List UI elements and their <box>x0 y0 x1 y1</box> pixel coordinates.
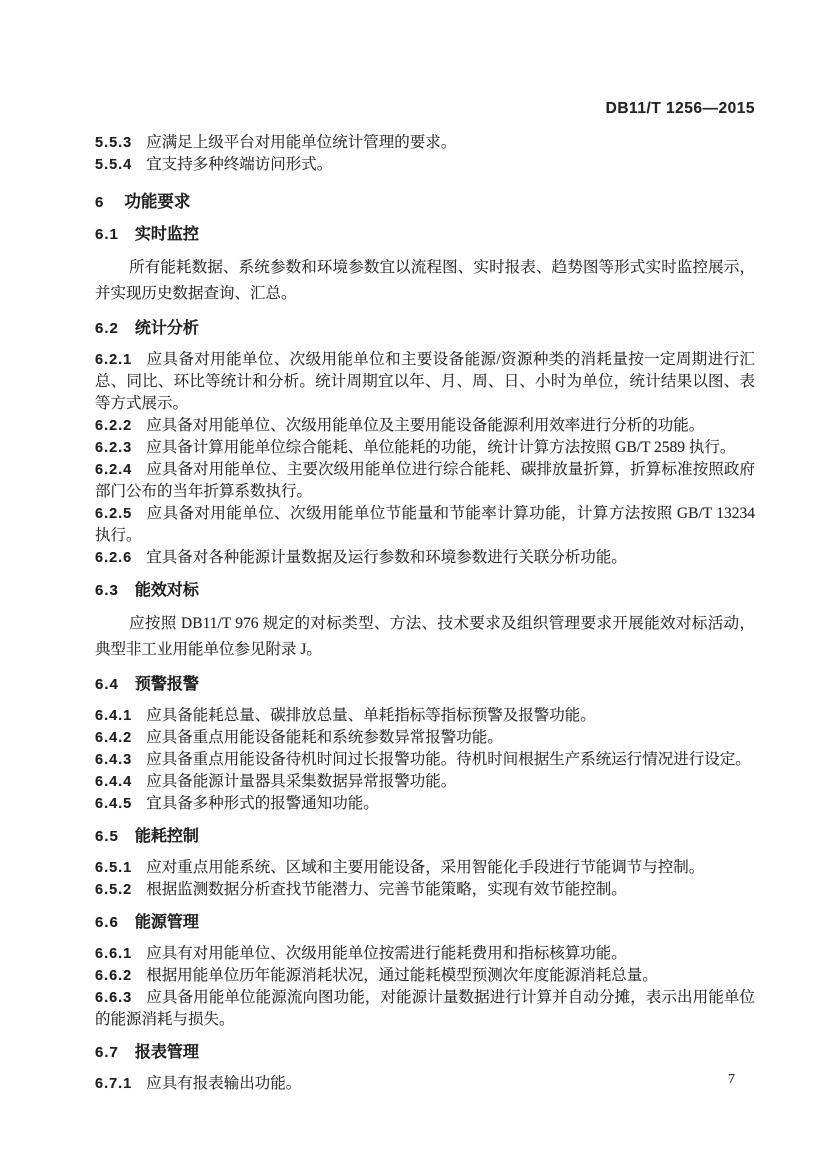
clause-6.6.2 <box>95 965 755 987</box>
document-code-header: DB11/T 1256—2015 <box>605 100 755 117</box>
section-title: 能效对标 <box>134 582 199 599</box>
clause-number: 5.5.4 <box>95 157 133 173</box>
clause-number: 6.6.1 <box>95 946 133 962</box>
clause-text: 应满足上级平台对用能单位统计管理的要求。 <box>146 134 457 151</box>
clause-number: 6.4.5 <box>95 796 133 812</box>
clause-number: 6.4 <box>95 676 119 693</box>
clause-6.4.2 <box>95 727 755 749</box>
clause-6.2.1 <box>95 349 755 415</box>
section-heading-6.7 <box>95 1043 755 1063</box>
body-paragraph: 应按照 DB11/T 976 规定的对标类型、方法、技术要求及组织管理要求开展能效对标活动，典型非工业用能单位参见附录 J。 <box>95 615 755 658</box>
clause-number: 6.2.2 <box>95 418 133 434</box>
page-content <box>95 132 755 1095</box>
clause-number: 6.4.3 <box>95 752 133 768</box>
clause-number: 6.5.1 <box>95 860 133 876</box>
section-heading-6.5 <box>95 827 755 847</box>
clause-number: 6.4.1 <box>95 708 133 724</box>
section-title: 统计分析 <box>134 320 199 337</box>
section-title: 预警报警 <box>134 676 199 693</box>
clause-6.2.6 <box>95 547 755 569</box>
clause-text: 应具有对用能单位、次级用能单位按需进行能耗费用和指标核算功能。 <box>146 945 627 962</box>
clause-6.2.3 <box>95 437 755 459</box>
clause-text: 应对重点用能系统、区域和主要用能设备，采用智能化手段进行节能调节与控制。 <box>146 859 705 876</box>
clause-text: 宜具备多种形式的报警通知功能。 <box>146 795 379 812</box>
clause-6.6.1 <box>95 943 755 965</box>
clause-number: 6.2.3 <box>95 440 133 456</box>
clause-number: 6.7.1 <box>95 1076 133 1092</box>
clause-6.2.4 <box>95 459 755 503</box>
clause-number: 6.4.4 <box>95 774 133 790</box>
clause-number: 6.2.1 <box>95 352 133 368</box>
clause-number: 6.6.2 <box>95 968 133 984</box>
clause-text: 应具有报表输出功能。 <box>146 1075 302 1092</box>
clause-6.5.1 <box>95 857 755 879</box>
clause-number: 6.2 <box>95 320 119 337</box>
clause-6.6.3 <box>95 987 755 1031</box>
section-title: 能源管理 <box>134 914 199 931</box>
section-heading-6.4 <box>95 675 755 695</box>
clause-number: 6.1 <box>95 226 119 243</box>
clause-text: 应具备对用能单位、次级用能单位及主要用能设备能源利用效率进行分析的功能。 <box>146 417 705 434</box>
clause-6.7.1 <box>95 1073 755 1095</box>
clause-6.2.5 <box>95 503 755 547</box>
section-heading-6.3 <box>95 581 755 601</box>
clause-number: 6.2.5 <box>95 506 133 522</box>
clause-5.5.4 <box>95 154 755 176</box>
clause-text: 宜支持多种终端访问形式。 <box>146 156 333 173</box>
clause-text: 宜具备对各种能源计量数据及运行参数和环境参数进行关联分析功能。 <box>146 549 627 566</box>
section-title: 实时监控 <box>134 226 199 243</box>
clause-text: 应具备重点用能设备待机时间过长报警功能。待机时间根据生产系统运行情况进行设定。 <box>146 751 751 768</box>
clause-text: 应具备计算用能单位综合能耗、单位能耗的功能，统计计算方法按照 GB/T 2589 执行。 <box>146 439 736 456</box>
clause-5.5.3 <box>95 132 755 154</box>
section-title: 功能要求 <box>124 192 191 211</box>
section-title: 能耗控制 <box>134 828 199 845</box>
clause-number: 6.5.2 <box>95 882 133 898</box>
clause-text: 应具备对用能单位、主要次级用能单位进行综合能耗、碳排放量折算，折算标准按照政府部门公布的当年折算系数执行。 <box>95 461 755 500</box>
clause-text: 根据监测数据分析查找节能潜力、完善节能策略，实现有效节能控制。 <box>146 881 627 898</box>
clause-6.2.2 <box>95 415 755 437</box>
clause-number: 6.2.4 <box>95 462 133 478</box>
clause-6.4.4 <box>95 771 755 793</box>
clause-6.5.2 <box>95 879 755 901</box>
clause-number: 6.7 <box>95 1044 119 1061</box>
clause-text: 应具备重点用能设备能耗和系统参数异常报警功能。 <box>146 729 503 746</box>
clause-6.4.3 <box>95 749 755 771</box>
clause-text: 根据用能单位历年能源消耗状况，通过能耗模型预测次年度能源消耗总量。 <box>146 967 658 984</box>
section-heading-6 <box>95 192 755 213</box>
section-heading-6.6 <box>95 913 755 933</box>
clause-text: 应具备能耗总量、碳排放总量、单耗指标等指标预警及报警功能。 <box>146 707 596 724</box>
section-heading-6.1 <box>95 225 755 245</box>
clause-number: 6.5 <box>95 828 119 845</box>
section-heading-6.2 <box>95 319 755 339</box>
clause-6.4.5 <box>95 793 755 815</box>
clause-number: 6.6 <box>95 914 119 931</box>
clause-text: 应具备对用能单位、次级用能单位节能量和节能率计算功能，计算方法按照 GB/T 13234 执行。 <box>95 505 755 544</box>
clause-6.4.1 <box>95 705 755 727</box>
page-number: 7 <box>728 1072 735 1087</box>
clause-text: 应具备能源计量器具采集数据异常报警功能。 <box>146 773 457 790</box>
body-paragraph: 所有能耗数据、系统参数和环境参数宜以流程图、实时报表、趋势图等形式实时监控展示，并实现历史数据查询、汇总。 <box>95 259 755 302</box>
clause-number: 6.2.6 <box>95 550 133 566</box>
clause-text: 应具备用能单位能源流向图功能，对能源计量数据进行计算并自动分摊，表示出用能单位的能源消耗与损失。 <box>95 989 755 1028</box>
clause-number: 6.6.3 <box>95 990 133 1006</box>
clause-number: 5.5.3 <box>95 135 133 151</box>
section-title: 报表管理 <box>134 1044 199 1061</box>
clause-text: 应具备对用能单位、次级用能单位和主要设备能源/资源种类的消耗量按一定周期进行汇总、同比、环比等统计和分析。统计周期宜以年、月、周、日、小时为单位，统计结果以图、表等方式展示。 <box>95 351 755 412</box>
clause-number: 6 <box>95 194 105 211</box>
clause-number: 6.4.2 <box>95 730 133 746</box>
clause-number: 6.3 <box>95 582 119 599</box>
